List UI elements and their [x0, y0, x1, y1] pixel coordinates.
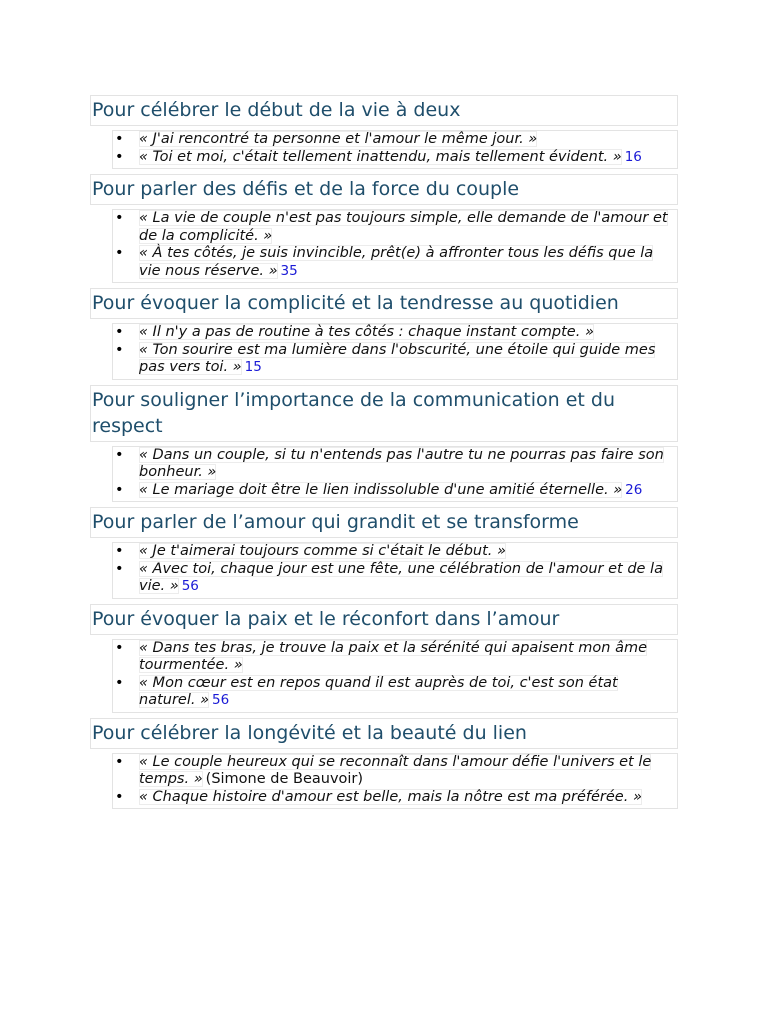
bullet-icon: •: [115, 148, 124, 165]
section-heading: Pour parler des défis et de la force du couple: [90, 174, 678, 205]
section-heading: Pour célébrer le début de la vie à deux: [90, 95, 678, 126]
footnote-reference-link[interactable]: 56: [181, 578, 199, 594]
quote-text: « Ton sourire est ma lumière dans l'obscurité, une étoile qui guide mes pas vers toi. »: [139, 341, 656, 375]
list-item: [115, 210, 673, 245]
footnote-reference-link[interactable]: 56: [212, 692, 230, 708]
quote-text: « Je t'aimerai toujours comme si c'était le début. »: [139, 543, 506, 559]
quote-text: « Le couple heureux qui se reconnaît dans l'amour défie l'univers et le temps. »: [139, 753, 652, 787]
footnote-reference-link[interactable]: 16: [624, 148, 642, 165]
quote-text: « Dans tes bras, je trouve la paix et la sérénité qui apaisent mon âme tourmentée. »: [139, 639, 648, 673]
quote-text: « La vie de couple n'est pas toujours simple, elle demande de l'amour et de la complicité. »: [139, 210, 668, 244]
list-item: [115, 131, 673, 149]
section-heading: Pour parler de l’amour qui grandit et se transforme: [90, 507, 678, 538]
list-item: [115, 447, 673, 482]
quote-text: « J'ai rencontré ta personne et l'amour le même jour. »: [139, 131, 538, 147]
bullet-icon: •: [115, 639, 124, 656]
section-heading: Pour célébrer la longévité et la beauté du lien: [90, 718, 678, 749]
quote-list: [115, 324, 673, 377]
quote-text: « À tes côtés, je suis invincible, prêt(e) à affronter tous les défis que la vie nous réserve. »: [139, 245, 654, 279]
bullet-icon: •: [115, 753, 124, 770]
bullet-icon: •: [115, 341, 124, 358]
quote-text: « Le mariage doit être le lien indissoluble d'une amitié éternelle. »: [139, 481, 623, 498]
bullet-icon: •: [115, 560, 124, 577]
quote-list: [115, 210, 673, 280]
list-item: [115, 482, 673, 500]
quote-list: [115, 543, 673, 596]
quote-section: [90, 507, 678, 599]
quote-text: « Mon cœur est en repos quand il est auprès de toi, c'est son état naturel. »: [139, 674, 618, 708]
list-item: [115, 324, 673, 342]
list-item: [115, 640, 673, 675]
footnote-reference-link[interactable]: 35: [280, 262, 298, 279]
bullet-icon: •: [115, 131, 124, 147]
quote-list: [115, 754, 673, 807]
quote-list-box: [112, 130, 678, 169]
quote-list-box: [112, 209, 678, 283]
quote-text: « Toi et moi, c'était tellement inattendu, mais tellement évident. »: [139, 148, 622, 165]
quote-section: [90, 718, 678, 810]
list-item: [115, 789, 673, 807]
bullet-icon: •: [115, 481, 124, 498]
quote-text: « Chaque histoire d'amour est belle, mais la nôtre est ma préférée. »: [139, 788, 642, 805]
quote-text: « Il n'y a pas de routine à tes côtés : chaque instant compte. »: [139, 324, 594, 340]
footnote-reference-link[interactable]: 26: [625, 481, 643, 498]
list-item: [115, 754, 673, 789]
quote-section: [90, 385, 678, 503]
bullet-icon: •: [115, 210, 124, 226]
document-body: [90, 95, 678, 814]
bullet-icon: •: [115, 245, 124, 261]
bullet-icon: •: [115, 446, 124, 463]
list-item: [115, 543, 673, 561]
quote-section: [90, 604, 678, 713]
list-item: [115, 675, 673, 710]
section-heading: Pour évoquer la complicité et la tendresse au quotidien: [90, 288, 678, 319]
quote-list-box: [112, 542, 678, 599]
quote-list: [115, 640, 673, 710]
quote-list-box: [112, 639, 678, 713]
quote-list: [115, 447, 673, 500]
list-item: [115, 561, 673, 596]
bullet-icon: •: [115, 324, 124, 340]
quote-section: [90, 95, 678, 169]
list-item: [115, 342, 673, 377]
quote-attribution: (Simone de Beauvoir): [205, 771, 364, 787]
list-item: [115, 245, 673, 280]
section-heading: Pour évoquer la paix et le réconfort dans l’amour: [90, 604, 678, 635]
bullet-icon: •: [115, 788, 124, 805]
quote-text: « Avec toi, chaque jour est une fête, une célébration de l'amour et de la vie. »: [139, 560, 663, 594]
section-heading: Pour souligner l’importance de la communication et du respect: [90, 385, 678, 442]
quote-list: [115, 131, 673, 166]
quote-list-box: [112, 753, 678, 810]
footnote-reference-link[interactable]: 15: [244, 359, 262, 375]
quote-list-box: [112, 323, 678, 380]
quote-section: [90, 174, 678, 283]
bullet-icon: •: [115, 674, 124, 691]
quote-section: [90, 288, 678, 380]
quote-text: « Dans un couple, si tu n'entends pas l'autre tu ne pourras pas faire son bonheur. »: [139, 446, 664, 480]
quote-list-box: [112, 446, 678, 503]
bullet-icon: •: [115, 543, 124, 559]
list-item: [115, 149, 673, 167]
